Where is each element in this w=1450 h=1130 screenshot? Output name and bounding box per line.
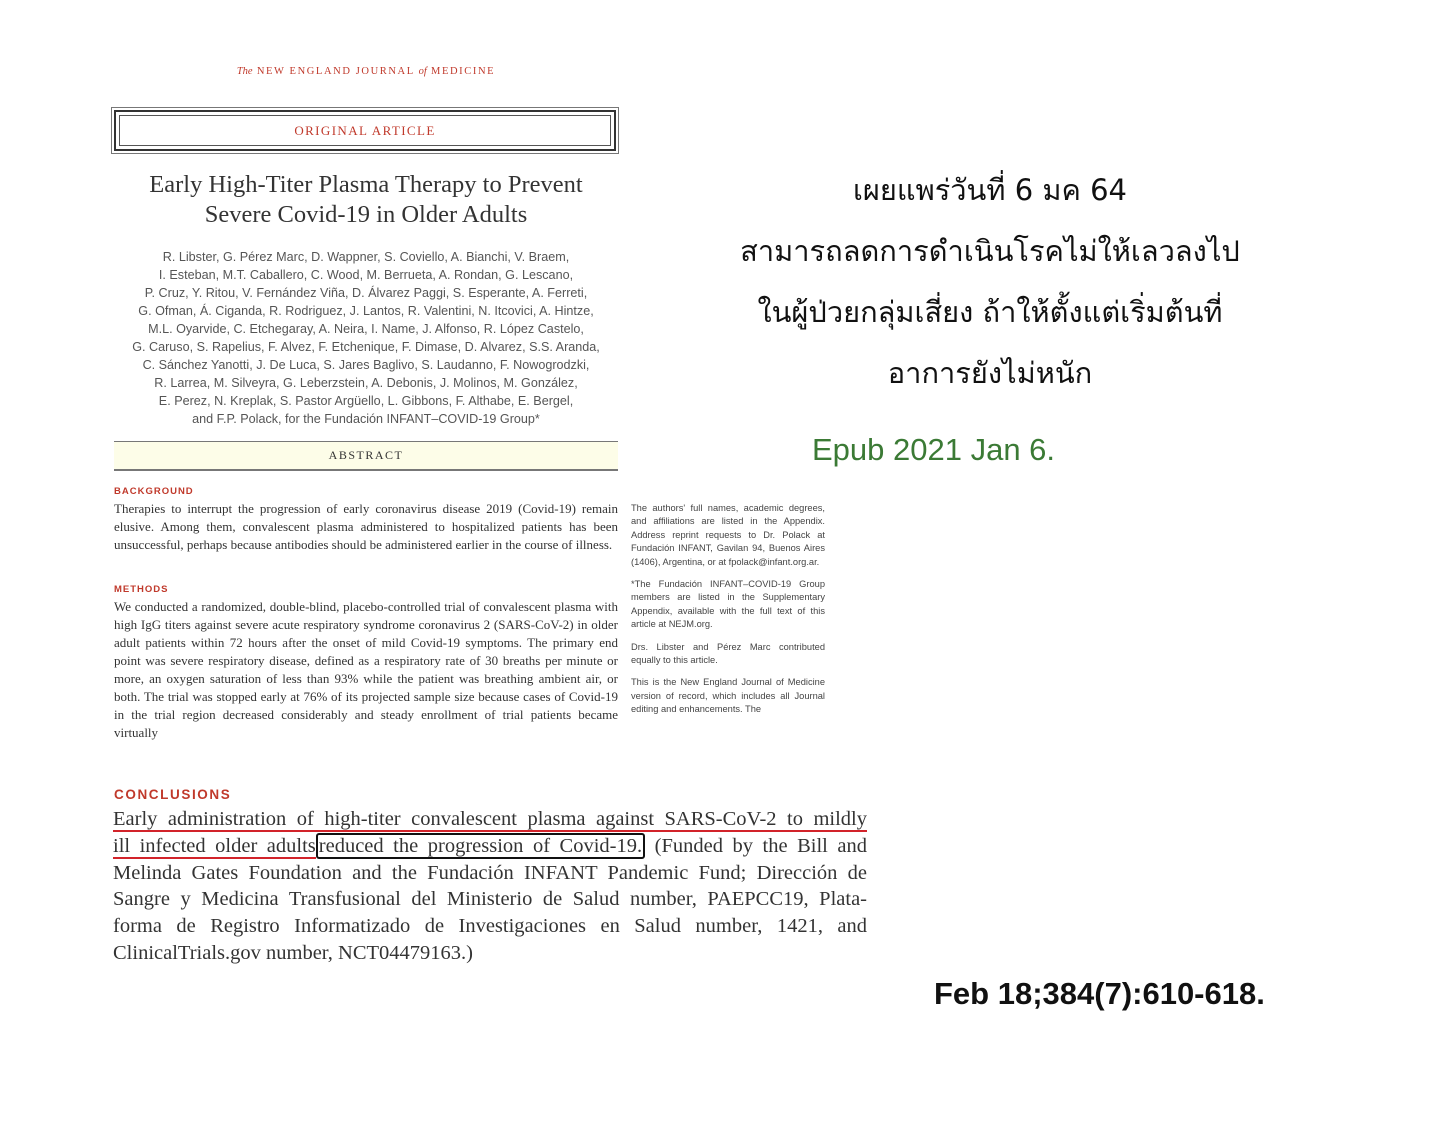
conclusions-text [113, 806, 867, 967]
author-line: E. Perez, N. Kreplak, S. Pastor Argüello, L. Gibbons, F. Althabe, E. Bergel, [158, 394, 574, 408]
side-note: Drs. Libster and Pérez Marc contributed equally to this article. [631, 641, 825, 666]
side-notes [631, 502, 825, 726]
red-underline-phrase: Early administration of high-titer convalescent plasma against SARS-CoV-2 to mildly [113, 808, 867, 830]
conclusions-line [113, 806, 867, 833]
thai-line: สามารถลดการดำเนินโรคไม่ให้เลวลงไป [740, 234, 1240, 268]
article-type: ORIGINAL ARTICLE [294, 122, 436, 138]
journal-header: The NEW ENGLAND JOURNAL of MEDICINE [236, 66, 496, 77]
conclusions-line: ClinicalTrials.gov number, NCT04479163.) [113, 941, 474, 964]
citation: Feb 18;384(7):610-618. [934, 976, 1265, 1011]
author-line: P. Cruz, Y. Ritou, V. Fernández Viña, D. Álvarez Paggi, S. Esperante, A. Ferreti, [144, 286, 588, 300]
conclusions-heading: CONCLUSIONS [114, 787, 232, 802]
title-line: Early High-Titer Plasma Therapy to Prevent [149, 171, 583, 198]
background-text: Therapies to interrupt the progression of early coronavirus disease 2019 (Covid-19) remain elusive. Among them, convalescent plasma administered to hospitalized patients has been unsuccessful, perhaps because antibodies should be administered earlier in the course of illness. [114, 501, 618, 552]
author-line: I. Esteban, M.T. Caballero, C. Wood, M. Berrueta, A. Rondan, G. Lescano, [158, 268, 574, 282]
side-note: The authors' full names, academic degrees, and affiliations are listed in the Appendix. Address reprint requests to Dr. Polack at Fundación INFANT, Gavilan 94, Buenos Aires (1406), Argentina, or at fpolack@infant.org.ar. [631, 503, 825, 567]
author-line: G. Caruso, S. Rapelius, F. Alvez, F. Etchenique, F. Dimase, D. Alvarez, S.S. Aranda, [132, 340, 600, 354]
epub-date: Epub 2021 Jan 6. [812, 432, 1056, 467]
side-note: *The Fundación INFANT–COVID-19 Group members are listed in the Supplementary Appendix, available with the full text of this article at NEJM.org. [631, 579, 825, 630]
thai-line: อาการยังไม่หนัก [887, 356, 1093, 390]
author-line: R. Larrea, M. Silveyra, G. Leberzstein, A. Debonis, J. Molinos, M. González, [154, 376, 578, 390]
author-line: and F.P. Polack, for the Fundación INFANT–COVID-19 Group* [192, 412, 540, 426]
author-line: R. Libster, G. Pérez Marc, D. Wappner, S. Coviello, A. Bianchi, V. Braem, [162, 250, 570, 264]
author-list [110, 248, 622, 428]
author-line: G. Ofman, Á. Ciganda, R. Rodriguez, J. Lantos, R. Valentini, N. Itcovici, A. Hintze, [138, 304, 594, 318]
boxed-phrase: reduced the progression of Covid-19. [316, 833, 645, 859]
thai-annotation [700, 160, 1280, 404]
thai-line: เผยแพร่วันที่ 6 มค 64 [852, 173, 1128, 207]
conclusions-line: Sangre y Medicina Transfusional del Ministerio de Salud number, PAEPCC19, Plata- [113, 888, 867, 911]
conclusions-line: Melinda Gates Foundation and the Fundación INFANT Pandemic Fund; Dirección de [113, 861, 867, 884]
article-title [114, 170, 618, 230]
conclusions-line: forma de Registro Informatizado de Investigaciones en Salud number, 1421, and [113, 915, 867, 938]
abstract-label: ABSTRACT [328, 448, 404, 462]
red-underline-phrase: ill infected older adults [113, 834, 316, 857]
abstract-bar [114, 441, 618, 471]
title-line: Severe Covid-19 in Older Adults [204, 201, 528, 228]
author-line: C. Sánchez Yanotti, J. De Luca, S. Jares Baglivo, S. Laudanno, F. Nowogrodzki, [142, 358, 590, 372]
methods-section [114, 584, 618, 740]
article-type-box [114, 110, 616, 151]
thai-line: ในผู้ป่วยกลุ่มเสี่ยง ถ้าให้ตั้งแต่เริ่มต้นที่ [757, 295, 1223, 329]
conclusions-line: ill infected older adults reduced the progression of Covid-19. (Funded by the Bill and [113, 834, 867, 857]
side-note: This is the New England Journal of Medicine version of record, which includes all Journal editing and enhancements. The [631, 677, 825, 715]
author-line: M.L. Oyarvide, C. Etchegaray, A. Neira, I. Name, J. Alfonso, R. López Castelo, [148, 322, 584, 336]
methods-heading: METHODS [114, 584, 169, 595]
methods-text: We conducted a randomized, double-blind, placebo-controlled trial of convalescent plasma with high IgG titers against severe acute respiratory syndrome coronavirus 2 (SARS-CoV-2) in older adult patients within 72 hours after the onset of mild Covid-19 symptoms. The primary end point was severe respiratory disease, defined as a respiratory rate of 30 breaths per minute or more, an oxygen saturation of less than 93% while the patient was breathing ambient air, or both. The trial was stopped early at 76% of its projected sample size because cases of Covid-19 in the trial region decreased considerably and steady enrollment of trial patients became virtually [114, 599, 618, 740]
background-heading: BACKGROUND [114, 486, 194, 497]
